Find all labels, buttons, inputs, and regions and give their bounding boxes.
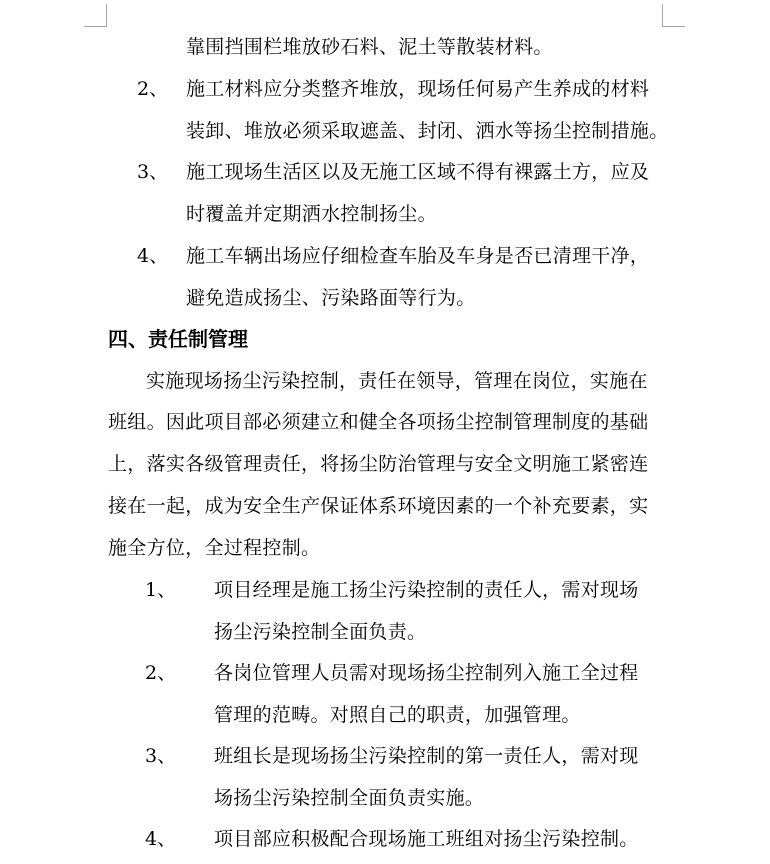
page-corner-mark-right (662, 4, 685, 27)
list-item-text: 各岗位管理人员需对现场扬尘控制列入施工全过程 (214, 662, 639, 684)
list-item-text: 管理的范畴。对照自己的职责，加强管理。 (214, 704, 581, 726)
list-item-text: 施工现场生活区以及无施工区域不得有裸露土方，应及 (186, 161, 650, 183)
list-item-number: 3、 (137, 161, 169, 183)
section-heading: 四、责任制管理 (108, 327, 248, 351)
list-item-text: 扬尘污染控制全面负责。 (214, 621, 427, 643)
list-item-text: 避免造成扬尘、污染路面等行为。 (186, 287, 476, 309)
paragraph-line: 接在一起，成为安全生产保证体系环境因素的一个补充要素，实 (108, 495, 649, 517)
list-item-number: 1、 (145, 579, 177, 601)
list-item-text: 项目部应积极配合现场施工班组对扬尘污染控制。 (214, 828, 639, 850)
list-item-continuation: 靠围挡围栏堆放砂石料、泥土等散装材料。 (186, 36, 553, 58)
list-item-text: 施工车辆出场应仔细检查车胎及车身是否已清理干净， (186, 245, 650, 267)
list-item-number: 3、 (145, 745, 177, 767)
list-item-text: 场扬尘污染控制全面负责实施。 (214, 787, 485, 809)
paragraph-line: 班组。因此项目部必须建立和健全各项扬尘控制管理制度的基础 (108, 411, 649, 433)
list-item-text: 时覆盖并定期洒水控制扬尘。 (186, 203, 437, 225)
paragraph-line: 上，落实各级管理责任，将扬尘防治管理与安全文明施工紧密连 (108, 453, 649, 475)
list-item-number: 4、 (145, 828, 177, 850)
paragraph-line: 实施现场扬尘污染控制，责任在领导，管理在岗位，实施在 (146, 370, 648, 392)
list-item-number: 4、 (137, 245, 169, 267)
page-corner-mark-left (84, 4, 107, 27)
list-item-text: 项目经理是施工扬尘污染控制的责任人，需对现场 (214, 579, 639, 601)
list-item-number: 2、 (145, 662, 177, 684)
list-item-number: 2、 (137, 78, 169, 100)
paragraph-line: 施全方位，全过程控制。 (108, 537, 321, 559)
list-item-text: 班组长是现场扬尘污染控制的第一责任人，需对现 (214, 745, 639, 767)
list-item-text: 装卸、堆放必须采取遮盖、封闭、洒水等扬尘控制措施。 (186, 120, 669, 142)
list-item-text: 施工材料应分类整齐堆放，现场任何易产生养成的材料 (186, 78, 650, 100)
